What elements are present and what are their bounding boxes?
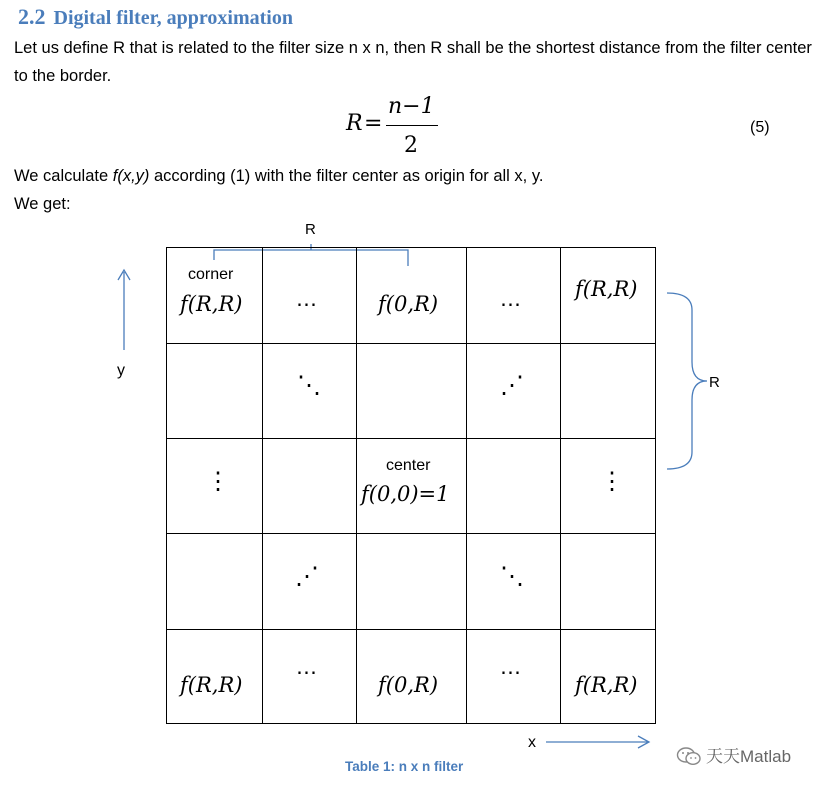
top-r-label: R [305, 221, 316, 238]
paragraph-calculation: We calculate f(x,y) according (1) with the filter center as origin for all x, y. [14, 167, 544, 185]
cell-r3c3: ⋱ [500, 562, 524, 590]
watermark [676, 742, 791, 767]
center-label: center [386, 457, 431, 474]
right-brace [667, 293, 707, 469]
section-title: Digital filter, approximation [53, 7, 293, 29]
cell-r0c3: ⋯ [500, 292, 521, 316]
cell-r3c1: ⋰ [295, 562, 319, 590]
x-axis-label: x [528, 734, 536, 751]
cell-r4c0: f(R,R) [180, 673, 243, 697]
cell-r4c2: f(0,R) [378, 673, 439, 697]
cell-r0c1: ⋯ [296, 292, 317, 316]
cell-r1c1: ⋱ [297, 371, 321, 399]
wechat-icon [676, 746, 702, 766]
cell-r4c4: f(R,R) [575, 673, 638, 697]
section-number: 2.2 [18, 4, 46, 29]
equation-equals: = [364, 111, 383, 136]
cell-r2c4: ⋮ [600, 467, 624, 495]
cell-r4c1: ⋯ [296, 660, 317, 684]
function-fxy: f(x,y) [112, 167, 150, 185]
cell-r4c3: ⋯ [500, 660, 521, 684]
watermark-text: 天天Matlab [706, 747, 792, 766]
right-r-label: R [709, 374, 720, 391]
equation-numerator: n−1 [388, 94, 435, 119]
paragraph-we-get: We get: [14, 195, 71, 213]
cell-r2c2: f(0,0)=1 [361, 482, 450, 506]
paragraph-definition: Let us define R that is related to the filter size n x n, then R shall be the shortest distance from the filter center to the border. [14, 39, 812, 85]
corner-label: corner [188, 266, 234, 283]
cell-r0c0: f(R,R) [180, 292, 243, 316]
equation-number: (5) [750, 119, 770, 136]
cell-r0c4: f(R,R) [575, 277, 638, 301]
y-axis-label: y [117, 362, 125, 379]
cell-r0c2: f(0,R) [378, 292, 439, 316]
equation-lhs: R [346, 111, 363, 136]
table-caption: Table 1: n x n filter [345, 759, 464, 774]
cell-r2c0: ⋮ [206, 467, 230, 495]
equation-denominator: 2 [404, 133, 418, 158]
cell-r1c3: ⋰ [500, 371, 524, 399]
